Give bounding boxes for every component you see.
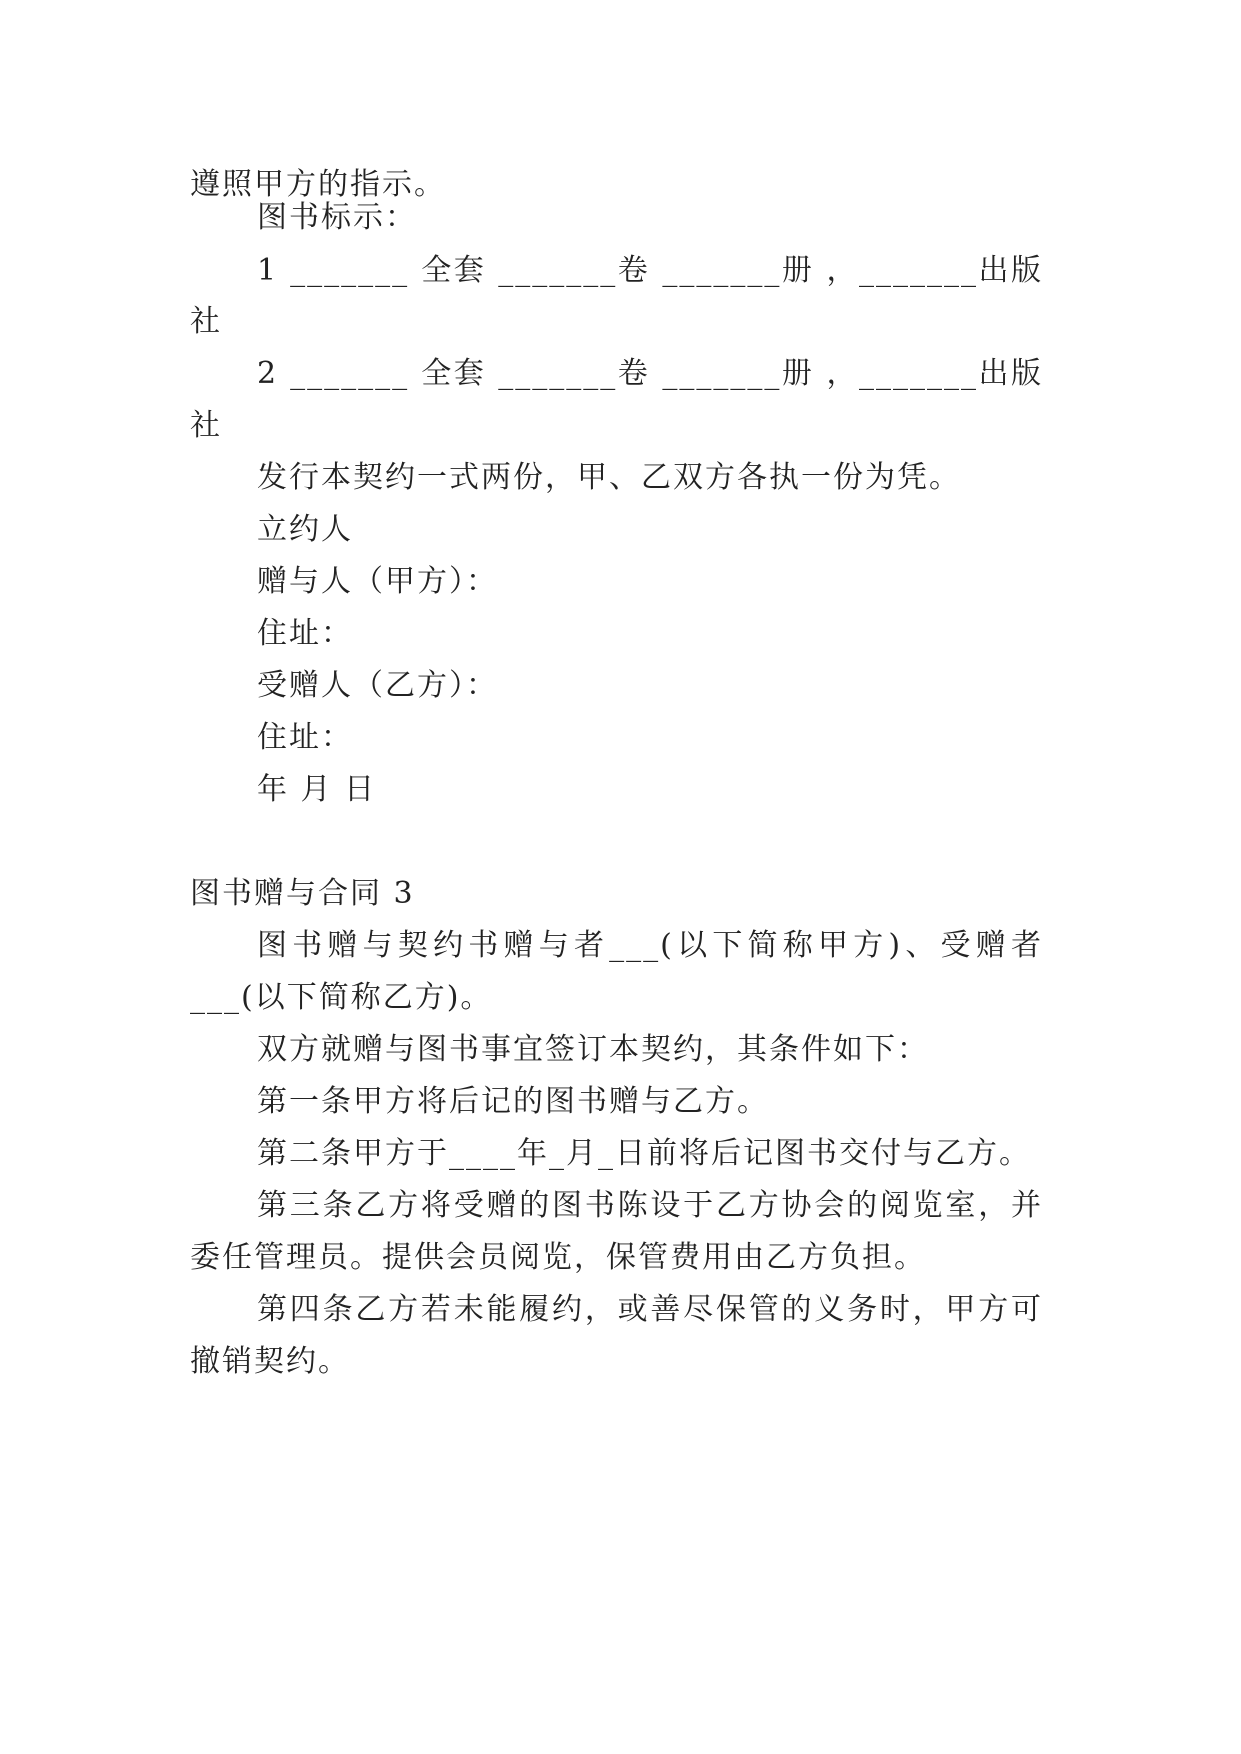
text-line: 社: [190, 304, 222, 339]
text-line: 撤销契约。: [190, 1344, 350, 1379]
text-line: 第四条乙方若未能履约，或善尽保管的义务时，甲方可: [257, 1292, 1043, 1327]
text-line: 第二条甲方于____年_月_日前将后记图书交付与乙方。: [257, 1136, 1031, 1171]
text-line: 发行本契约一式两份，甲、乙双方各执一份为凭。: [257, 460, 961, 495]
text-line: 社: [190, 408, 222, 443]
text-line: 双方就赠与图书事宜签订本契约，其条件如下：: [257, 1032, 929, 1067]
text-line: 住址：: [257, 616, 353, 651]
text-line: 住址：: [257, 720, 353, 755]
text-line: ___(以下简称乙方)。: [190, 980, 493, 1015]
text-line: 第一条甲方将后记的图书赠与乙方。: [257, 1084, 769, 1119]
text-line: 受赠人（乙方）：: [257, 668, 498, 703]
text-line: 遵照甲方的指示。: [190, 167, 446, 202]
text-line: 2 _______ 全套 _______卷 _______册 ，_______出版: [257, 356, 1043, 391]
text-line: 1 _______ 全套 _______卷 _______册 ，_______出版: [257, 253, 1043, 288]
text-line: 图书标示：: [257, 200, 417, 235]
text-line: 图书赠与契约书赠与者___(以下简称甲方)、受赠者: [257, 928, 1043, 963]
text-line: 赠与人（甲方）：: [257, 564, 498, 599]
section-title: 图书赠与合同 3: [190, 876, 415, 911]
text-line: 委任管理员。提供会员阅览，保管费用由乙方负担。: [190, 1240, 926, 1275]
text-line: 第三条乙方将受赠的图书陈设于乙方协会的阅览室，并: [257, 1188, 1043, 1223]
text-line: 年 月 日: [257, 772, 377, 807]
text-line: 立约人: [257, 512, 353, 547]
